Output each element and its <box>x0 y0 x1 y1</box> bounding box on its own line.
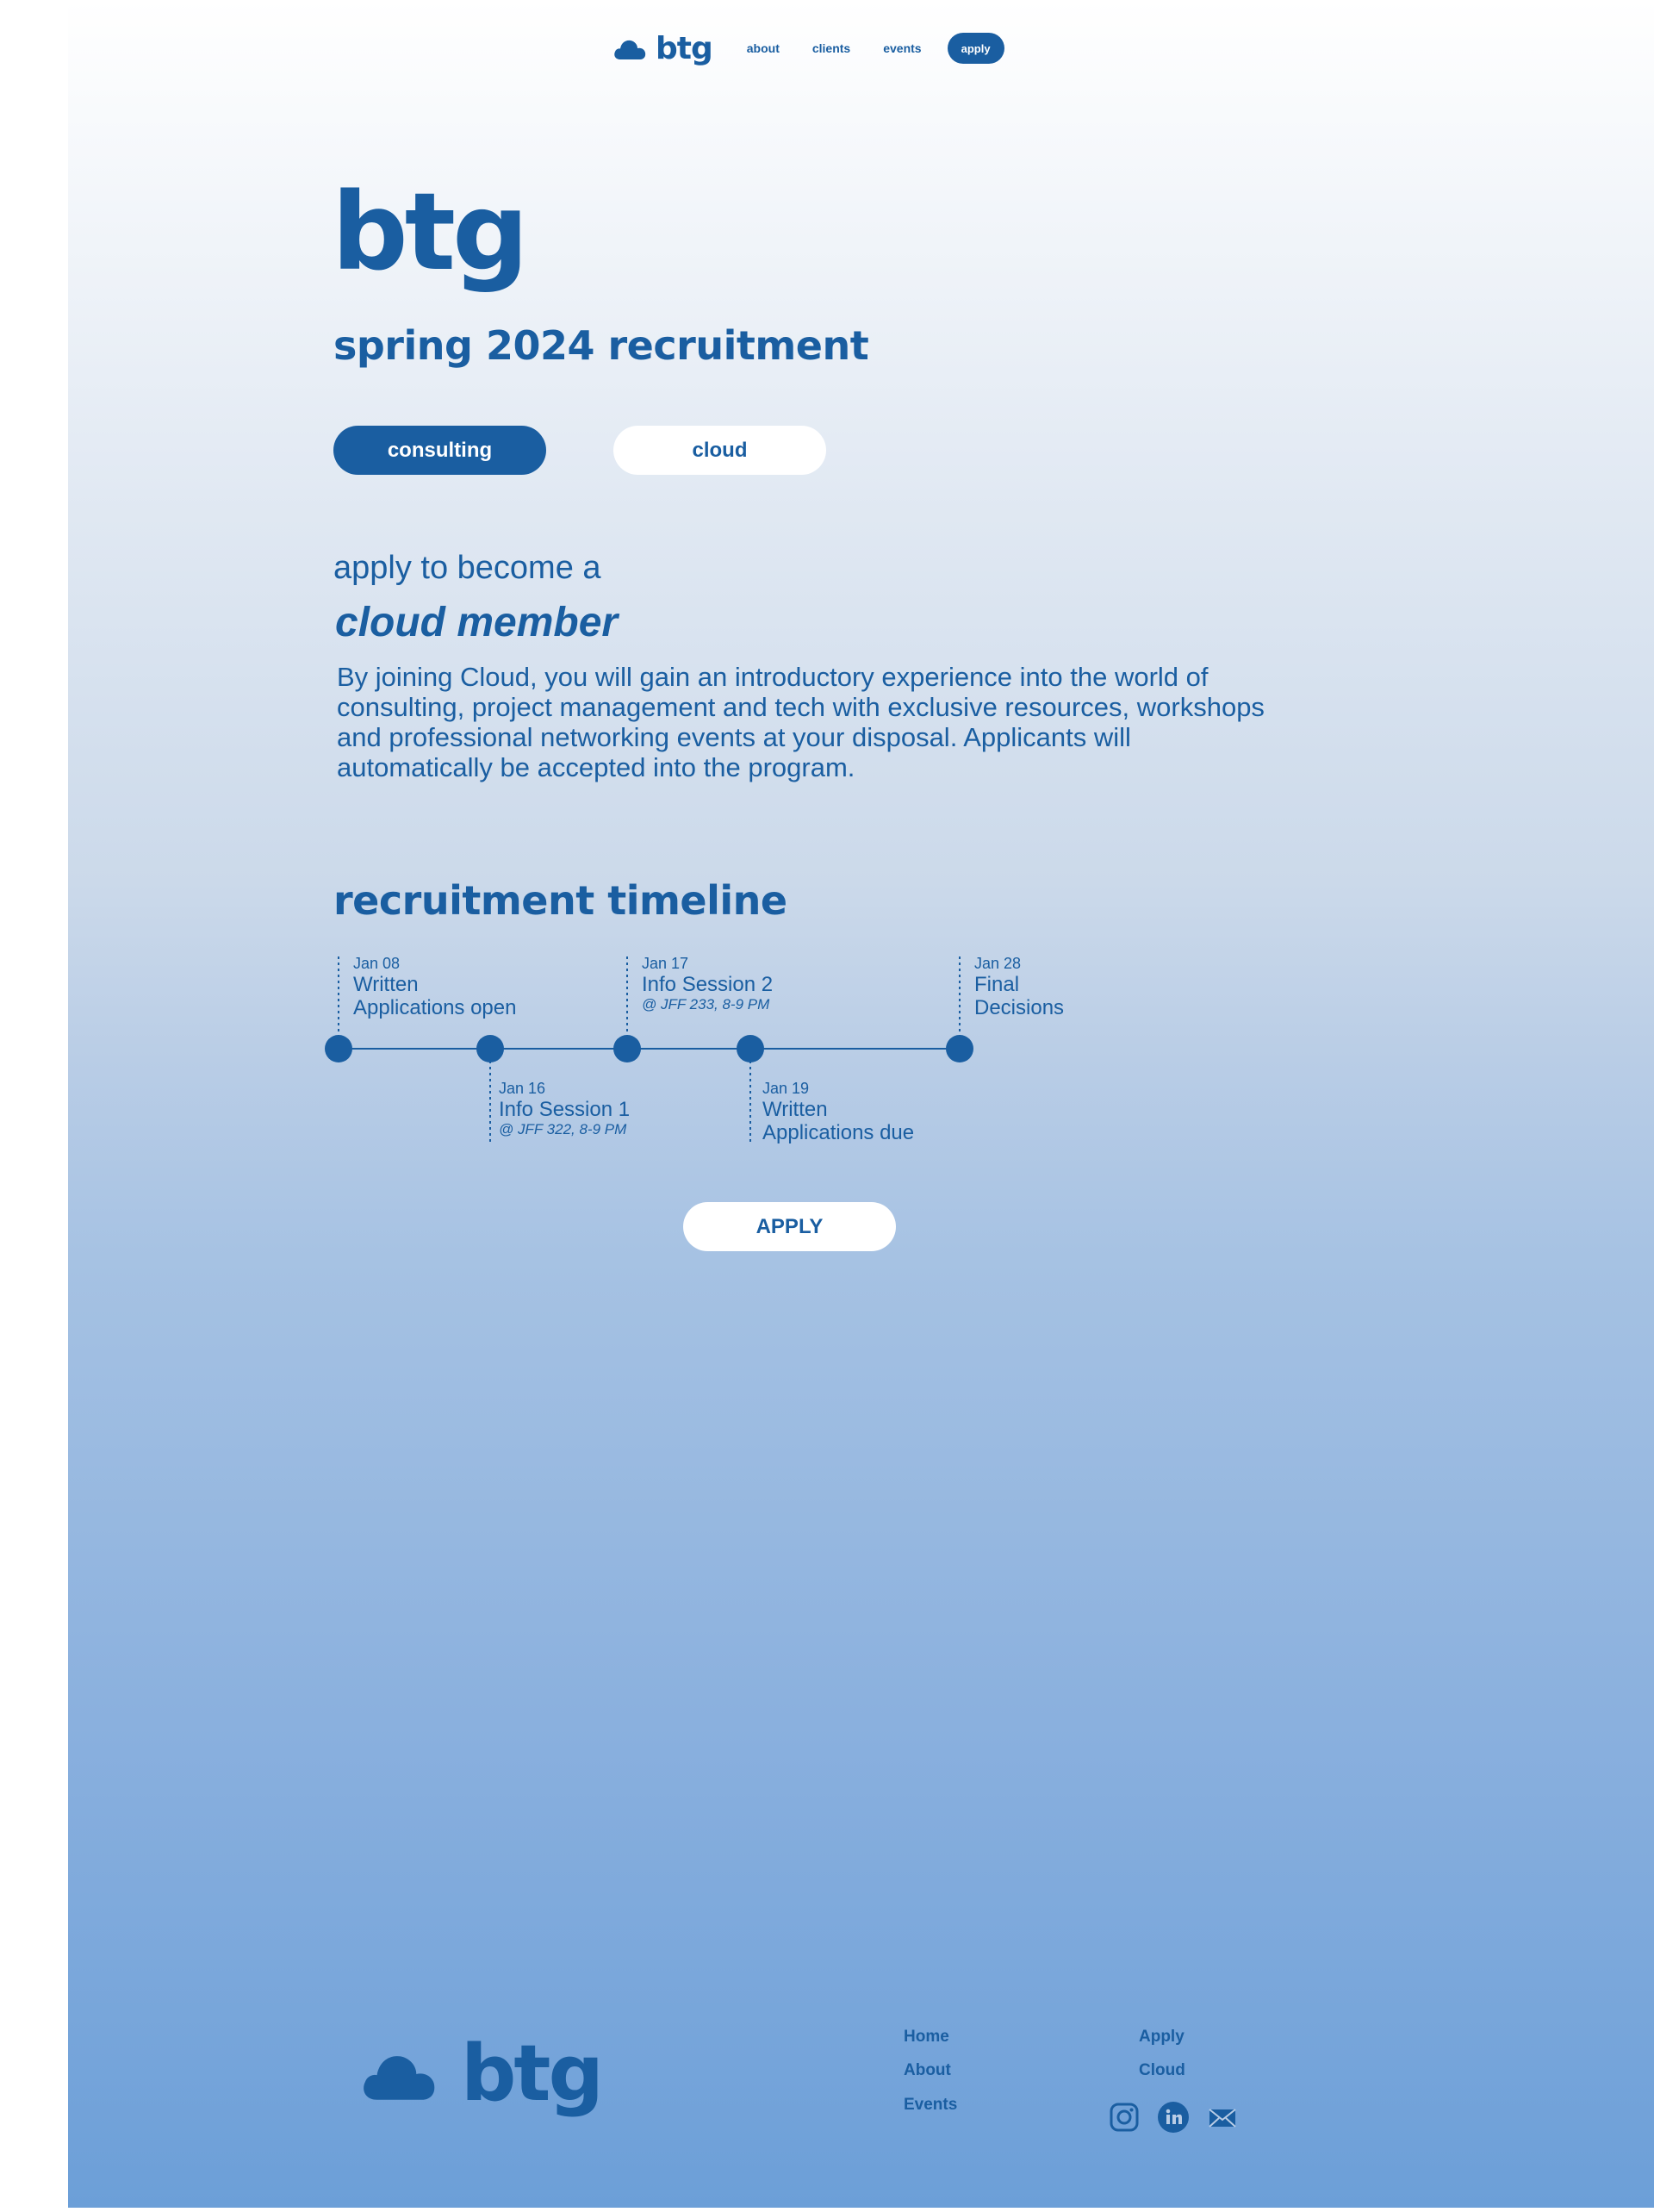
event-date: Jan 16 <box>499 1080 546 1097</box>
footer-link-events[interactable]: Events <box>904 2096 958 2114</box>
event-label: Info Session 1 <box>499 1098 631 1121</box>
timeline <box>68 0 1654 1206</box>
timeline-node <box>325 1035 352 1062</box>
hero-title: btg <box>332 171 525 295</box>
timeline-event <box>642 954 773 1013</box>
nav-logo-text: btg <box>656 30 712 66</box>
member-title: cloud member <box>335 600 619 645</box>
event-location: @ JFF 322, 8-9 PM <box>499 1121 627 1137</box>
footer-link-home[interactable]: Home <box>904 2028 949 2046</box>
cloud-logo-icon <box>359 2044 442 2104</box>
event-label: Applications due <box>762 1121 915 1144</box>
mail-icon[interactable] <box>1205 2100 1240 2134</box>
event-date: Jan 28 <box>974 955 1022 972</box>
timeline-title: recruitment timeline <box>333 877 787 924</box>
footer-link-cloud[interactable]: Cloud <box>1139 2061 1185 2079</box>
tab-consulting[interactable]: consulting <box>333 426 546 475</box>
top-nav <box>612 29 1004 67</box>
timeline-node <box>737 1035 764 1062</box>
event-label: Written <box>762 1098 828 1121</box>
nav-link-events[interactable]: events <box>883 41 922 55</box>
event-label: Info Session 2 <box>642 973 774 996</box>
nav-apply-button[interactable]: apply <box>948 33 1004 64</box>
program-description: By joining Cloud, you will gain an introductory experience into the world of consulting, project management and tech with exclusive resources, workshops and professional networking events at your disposal. Applicants will automatically be accepted into the program. <box>337 662 1265 782</box>
event-location: @ JFF 233, 8-9 PM <box>642 996 770 1013</box>
event-label: Applications open <box>353 996 517 1019</box>
linkedin-icon[interactable] <box>1156 2100 1191 2134</box>
nav-logo[interactable] <box>612 31 712 66</box>
event-date: Jan 17 <box>642 955 689 972</box>
event-label: Decisions <box>974 996 1065 1019</box>
footer-link-about[interactable]: About <box>904 2061 951 2079</box>
page-background <box>68 0 1654 2208</box>
timeline-event <box>353 954 516 1019</box>
timeline-event <box>499 1079 630 1138</box>
hero-subtitle: spring 2024 recruitment <box>333 322 869 369</box>
timeline-node <box>946 1035 973 1062</box>
apply-intro-text: apply to become a <box>333 550 601 586</box>
timeline-event <box>762 1079 914 1144</box>
timeline-node <box>613 1035 641 1062</box>
event-date: Jan 08 <box>353 955 401 972</box>
timeline-node <box>476 1035 504 1062</box>
event-label: Final <box>974 973 1020 996</box>
timeline-graphic <box>68 0 1654 1206</box>
footer-link-apply[interactable]: Apply <box>1139 2028 1185 2046</box>
cloud-logo-icon <box>612 35 649 61</box>
nav-link-clients[interactable]: clients <box>811 41 851 55</box>
footer-logo[interactable] <box>359 2028 601 2119</box>
tab-cloud[interactable]: cloud <box>613 426 826 475</box>
event-date: Jan 19 <box>762 1080 810 1097</box>
apply-button[interactable]: APPLY <box>683 1202 896 1251</box>
event-label: Written <box>353 973 419 996</box>
footer-logo-text: btg <box>461 2028 601 2119</box>
timeline-event <box>974 954 1064 1019</box>
nav-link-about[interactable]: about <box>746 41 780 55</box>
instagram-icon[interactable] <box>1107 2100 1141 2134</box>
